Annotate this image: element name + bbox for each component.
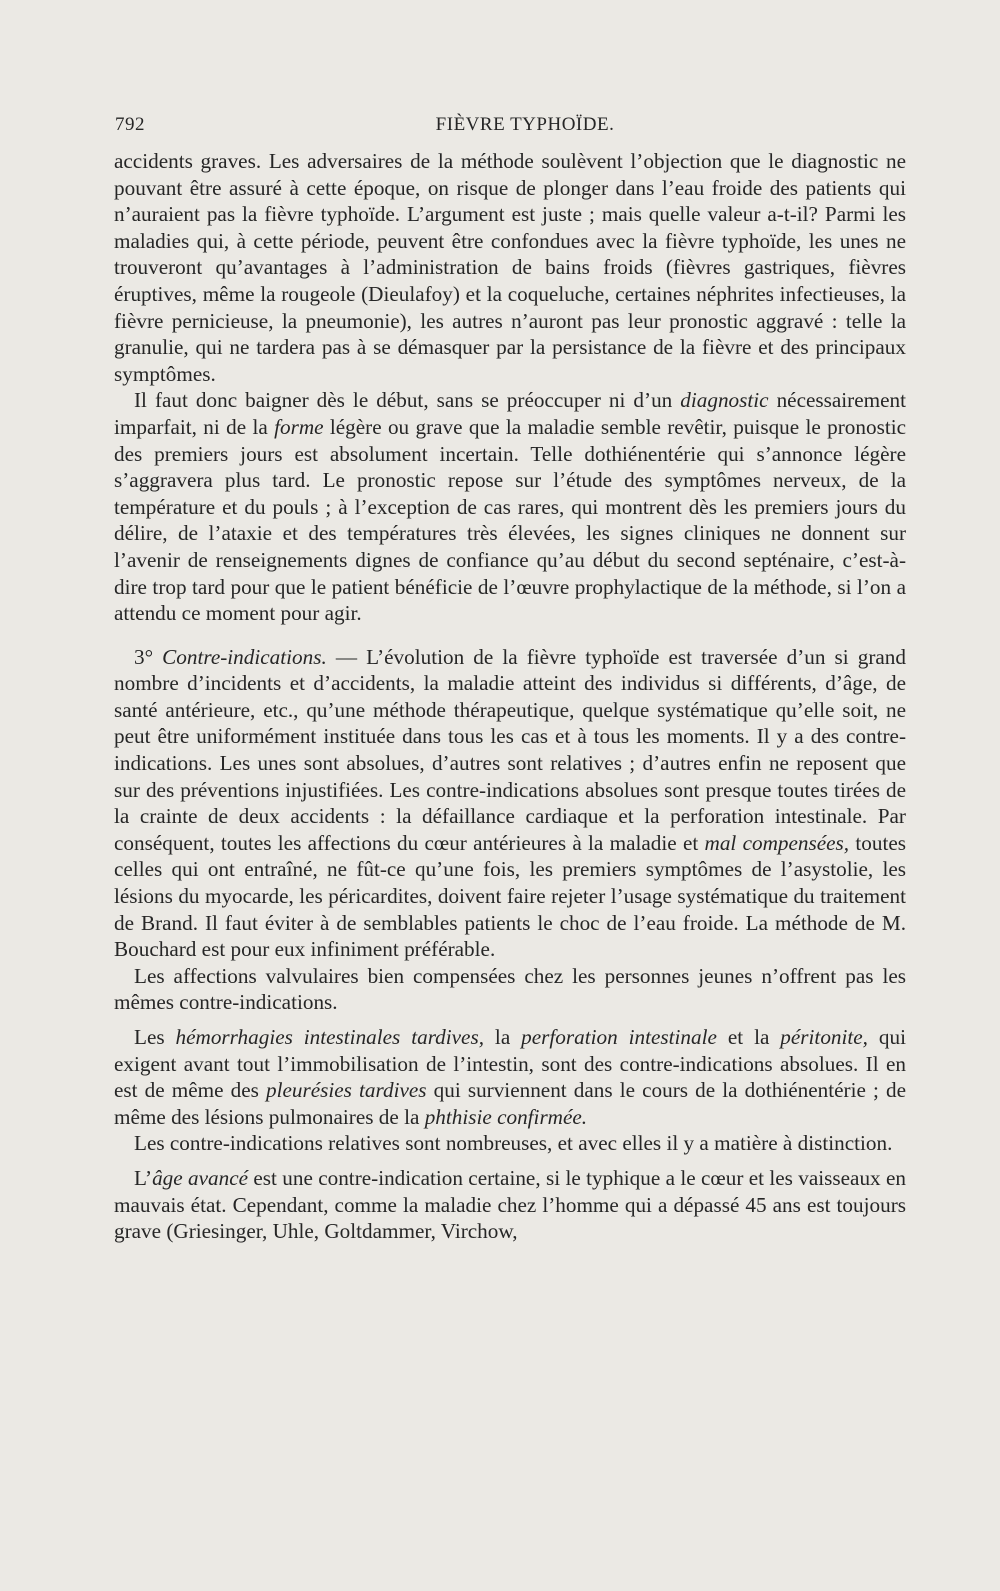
body-text	[114, 148, 906, 1245]
paragraph-age: L’âge avancé est une contre-indication certaine, si le typhique a le cœur et les vaisseaux en mauvais état. Cependant, comme la maladie chez l’homme qui a dépassé 45 ans est toujours grave (Griesinger, Uhle, Goltdammer, Virchow,	[114, 1165, 907, 1244]
running-title: FIÈVRE TYPHOÏDE.	[435, 114, 615, 135]
paragraph-bathing: Il faut donc baigner dès le début, sans se préoccuper ni d’un diagnostic nécessairement imparfait, ni de la forme légère ou grave que la maladie semble revêtir, puisque le pronostic des premiers jours est absolument incertain. Telle dothiénentérie qui s’annonce légère s’aggravera plus tard. Le pronostic repose sur l’étude des symptômes nerveux, de la température et du pouls ; à l’exception de cas rares, qui montrent dès les premiers jours du délire, de l’ataxie et des températures très élevées, les signes cliniques ne donnent sur l’avenir de renseignements dignes de confiance qu’au début du second septénaire, c’est-à-dire trop tard pour que le patient bénéficie de l’œuvre prophylactique de la méthode, si l’on a attendu ce moment pour agir.	[114, 388, 907, 626]
paragraph-valvulaires: Les affections valvulaires bien compensées chez les personnes jeunes n’offrent pas les mêmes contre-indications.	[114, 963, 906, 1015]
section-heading: Contre-indications.	[162, 644, 327, 669]
paragraph-hemorrhagies: Les hémorrhagies intestinales tardives, la perforation intestinale et la péritonite, qui exigent avant tout l’immobilisation de l’intestin, sont des contre-indications absolues. Il en est de même des pleurésies tardives qui surviennent dans le cours de la dothiénentérie ; de même des lésions pulmonaires de la phthisie confirmée.	[114, 1025, 906, 1129]
paragraph-contre-indications: 3° Contre-indications. — L’évolution de la fièvre typhoïde est traversée d’un si grand nombre d’incidents et d’accidents, la maladie atteint des individus si différents, d’âge, de santé antérieure, etc., qu’une méthode thérapeutique, quelque systématique qu’elle soit, ne peut être uniformément instituée dans tous les cas et à tous les moments. Il y a des contre-indications. Les unes sont absolues, d’autres sont relatives ; d’autres enfin ne reposent que sur des préventions injustifiées. Les contre-indications absolues sont presque toutes tirées de la crainte de deux accidents : la défaillance cardiaque et la perforation intestinale. Par conséquent, toutes les affections du cœur antérieures à la maladie et mal compensées, toutes celles qui ont entraîné, ne fût-ce qu’une fois, les premiers symptômes de l’asystolie, les lésions du myocarde, les péricardites, doivent faire rejeter l’usage systématique du traitement de Brand. Il faut éviter à de semblables patients le choc de l’eau froide. La méthode de M. Bouchard est pour eux infiniment préférable.	[114, 644, 906, 962]
paragraph-continuation: accidents graves. Les adversaires de la méthode soulèvent l’objection que le diagnostic ne pouvant être assuré à cette époque, on risque de plonger dans l’eau froide des patients qui n’auraient pas la fièvre typhoïde. L’argument est juste ; mais quelle valeur a-t-il? Parmi les maladies qui, à cette période, peuvent être confondues avec la fièvre typhoïde, les unes ne trouveront qu’avantages à l’administration de bains froids (fièvres gastriques, fièvres éruptives, même la rougeole (Dieulafoy) et la coqueluche, certaines néphrites infectieuses, la fièvre pernicieuse, la pneumonie), les autres n’auront pas leur pronostic aggravé : telle la granulie, qui ne tardera pas à se démasquer par la persistance de la fièvre et des principaux symptômes.	[114, 149, 906, 386]
page-number: 792	[115, 114, 145, 135]
running-header	[115, 114, 905, 144]
paragraph-relatives: Les contre-indications relatives sont nombreuses, et avec elles il y a matière à distinction.	[134, 1131, 893, 1156]
